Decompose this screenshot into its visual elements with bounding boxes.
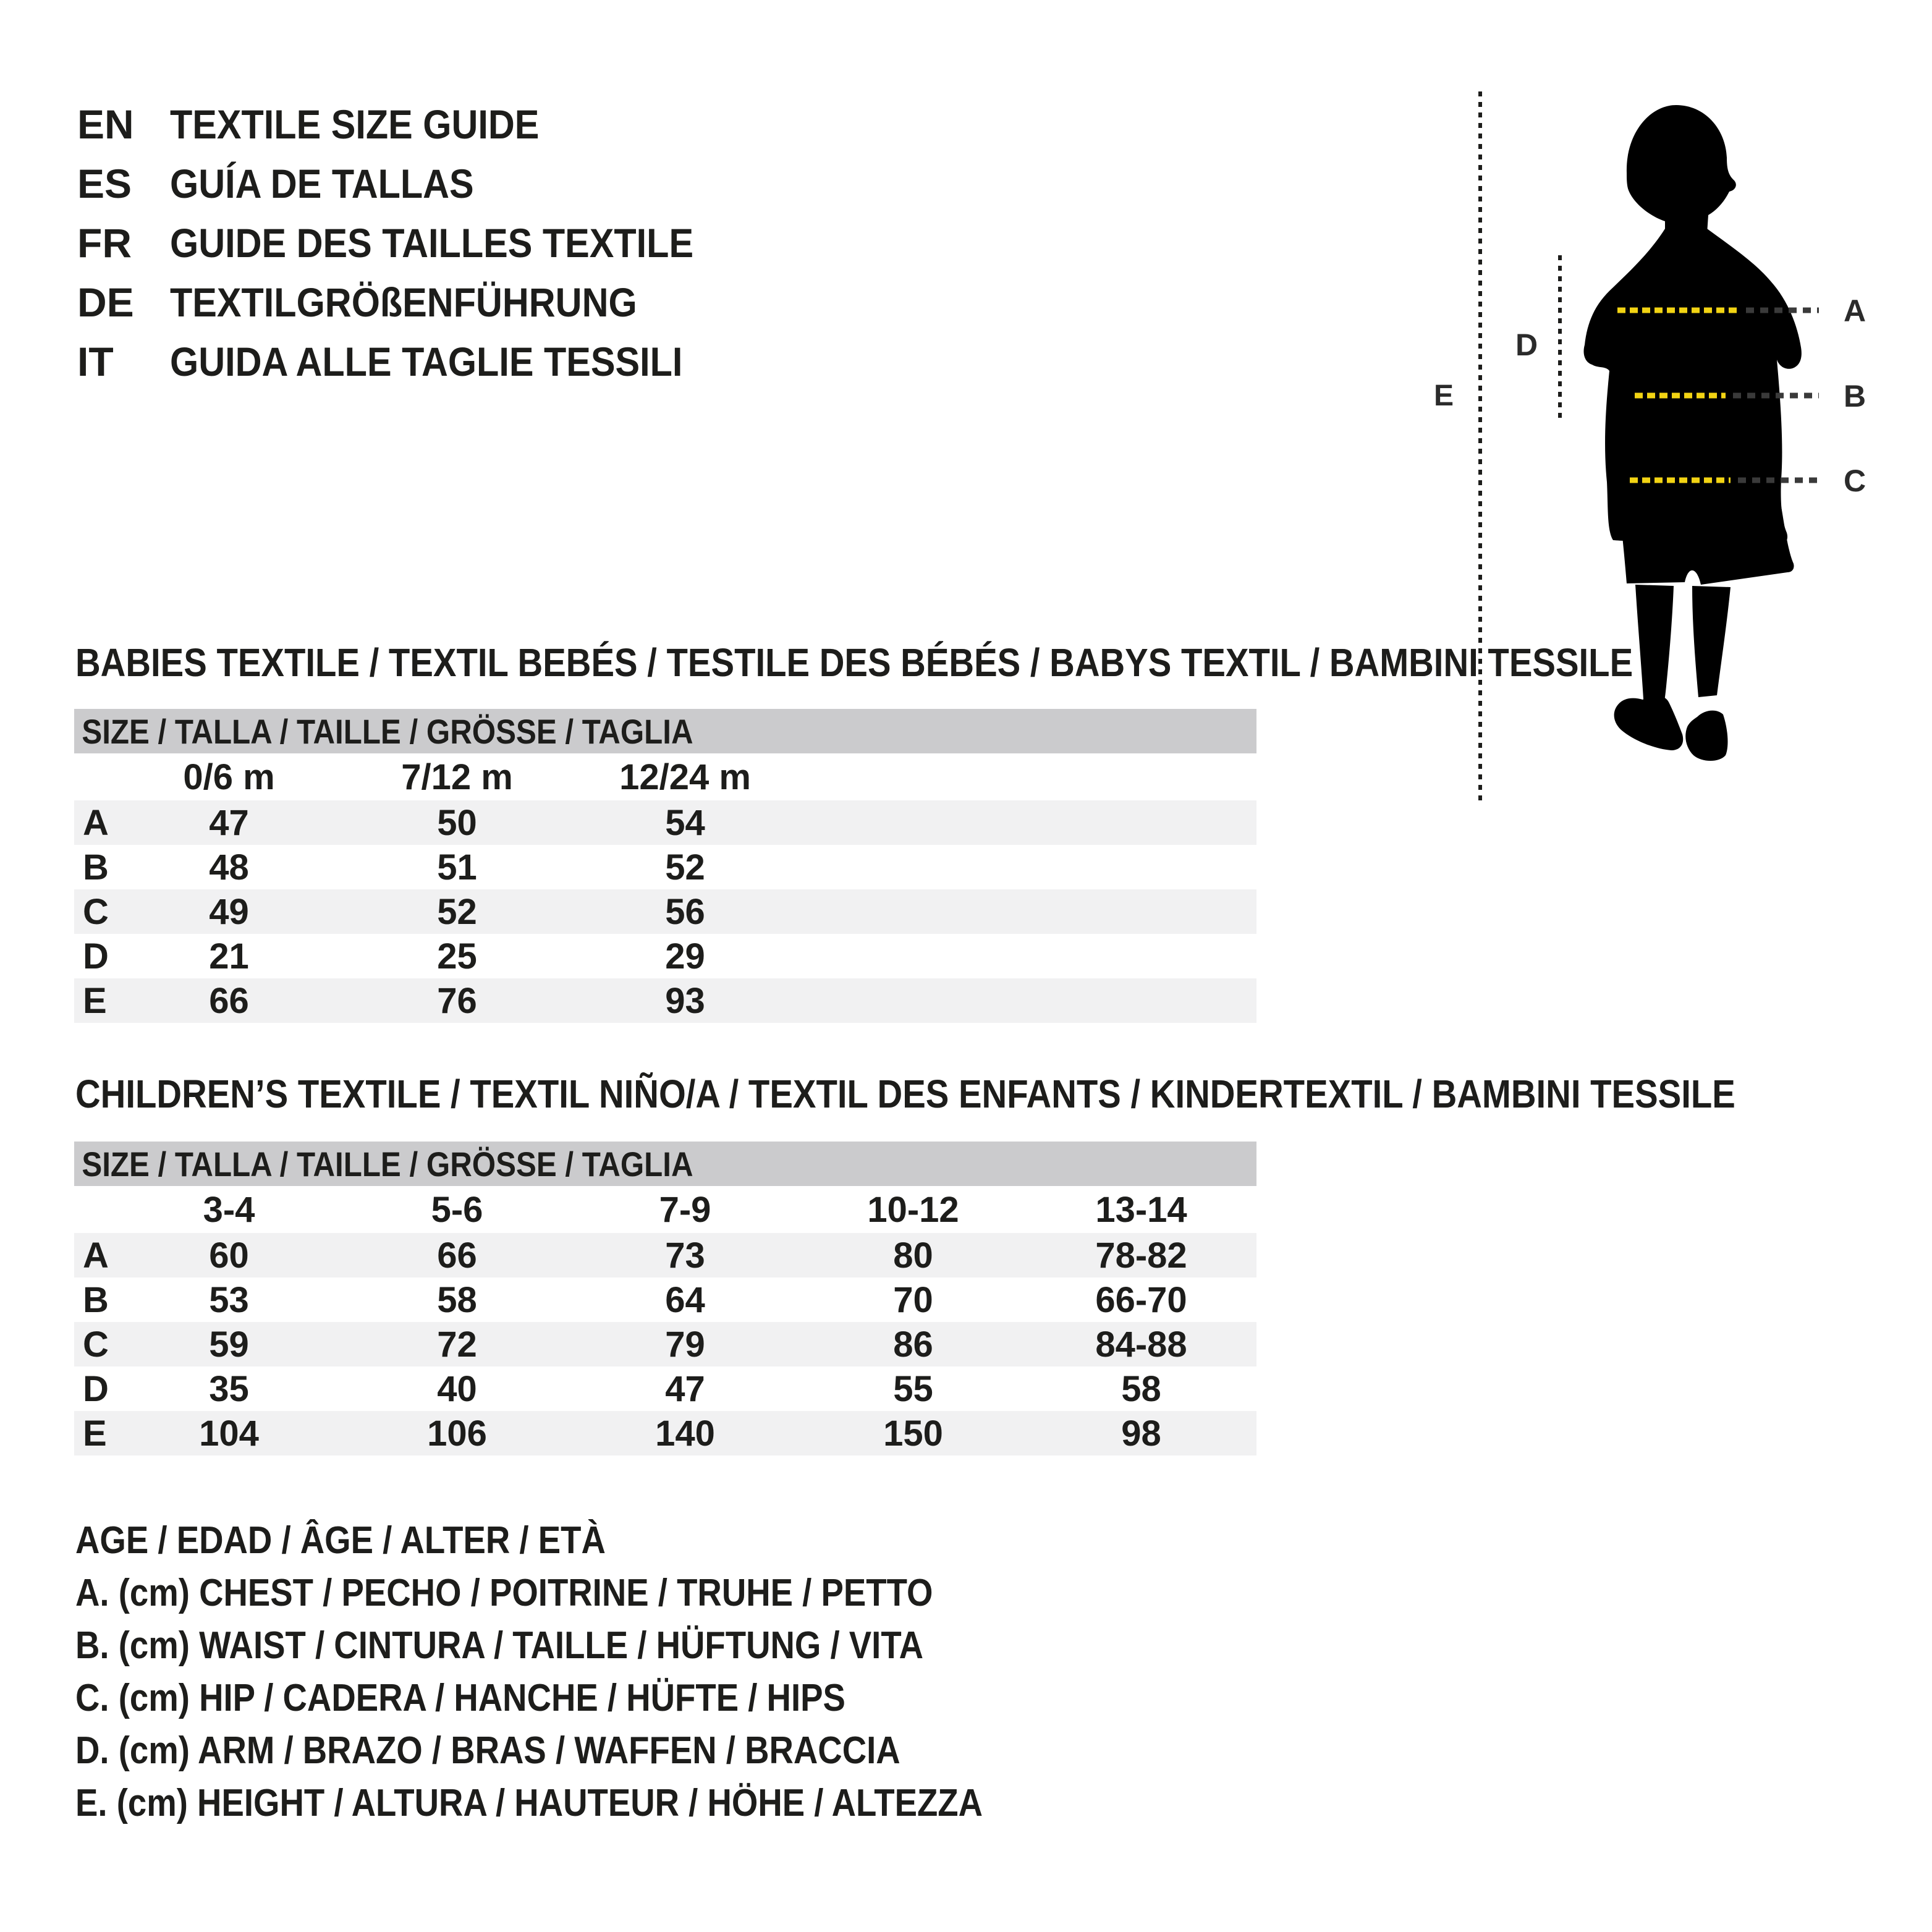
silhouette-left-leg (1635, 585, 1674, 711)
language-code: DE (77, 279, 134, 325)
children-column-headers (74, 1186, 1256, 1233)
label-d: D (1515, 328, 1538, 362)
table-cell: 47 (209, 802, 249, 843)
table-cell: 72 (437, 1324, 477, 1365)
row-label: A (83, 802, 109, 843)
legend-line: D. (cm) ARM / BRAZO / BRAS / WAFFEN / BRACCIA (75, 1729, 900, 1772)
babies-size-header-bar (74, 709, 1256, 753)
table-cell: 53 (209, 1279, 249, 1320)
language-list (77, 101, 752, 400)
row-label: C (83, 891, 109, 932)
babies-title: BABIES TEXTILE / TEXTIL BEBÉS / TESTILE DES BÉBÉS / BABYS TEXTIL / BAMBINI TESSILE (75, 640, 1633, 685)
table-cell: 64 (665, 1279, 705, 1320)
table-row (74, 889, 1256, 934)
language-row-es (77, 163, 752, 222)
language-row-en (77, 101, 752, 163)
column-header: 10-12 (867, 1189, 959, 1230)
table-cell: 47 (665, 1368, 705, 1409)
legend-line: C. (cm) HIP / CADERA / HANCHE / HÜFTE / HIPS (75, 1677, 845, 1719)
legend-line: E. (cm) HEIGHT / ALTURA / HAUTEUR / HÖHE / ALTEZZA (75, 1782, 983, 1824)
column-header: 7-9 (659, 1189, 711, 1230)
babies-table (74, 709, 1256, 1023)
label-b: B (1844, 379, 1866, 413)
language-code: EN (77, 101, 134, 147)
table-cell: 73 (665, 1235, 705, 1276)
legend-line: B. (cm) WAIST / CINTURA / TAILLE / HÜFTUNG / VITA (75, 1624, 924, 1667)
language-title: GUIDE DES TAILLES TEXTILE (170, 220, 694, 266)
table-cell: 86 (893, 1324, 933, 1365)
silhouette-head (1627, 105, 1736, 239)
table-cell: 59 (209, 1324, 249, 1365)
table-row (74, 800, 1256, 845)
table-cell: 50 (437, 802, 477, 843)
size-header-label: SIZE / TALLA / TAILLE / GRÖSSE / TAGLIA (82, 711, 693, 751)
table-cell: 49 (209, 891, 249, 932)
language-code: ES (77, 161, 132, 206)
column-header: 12/24 m (619, 756, 751, 797)
table-cell: 40 (437, 1368, 477, 1409)
children-title: CHILDREN’S TEXTILE / TEXTIL NIÑO/A / TEXTIL DES ENFANTS / KINDERTEXTIL / BAMBINI TESSILE (75, 1072, 1735, 1116)
table-cell: 78-82 (1095, 1235, 1187, 1276)
table-row (74, 1366, 1256, 1411)
table-cell: 52 (665, 847, 705, 888)
table-cell: 55 (893, 1368, 933, 1409)
silhouette-shorts (1618, 499, 1794, 585)
table-cell: 106 (427, 1413, 487, 1454)
children-table-body (74, 1233, 1256, 1455)
language-row-fr (77, 222, 752, 282)
legend-line: A. (cm) CHEST / PECHO / POITRINE / TRUHE / PETTO (75, 1572, 933, 1614)
children-table (74, 1142, 1256, 1455)
table-cell: 79 (665, 1324, 705, 1365)
size-header-label: SIZE / TALLA / TAILLE / GRÖSSE / TAGLIA (82, 1144, 693, 1184)
table-cell: 35 (209, 1368, 249, 1409)
table-cell: 66 (209, 980, 249, 1021)
column-header: 7/12 m (401, 756, 513, 797)
babies-table-body (74, 800, 1256, 1023)
table-cell: 52 (437, 891, 477, 932)
table-cell: 150 (883, 1413, 943, 1454)
table-cell: 25 (437, 936, 477, 977)
table-cell: 21 (209, 936, 249, 977)
table-row (74, 1411, 1256, 1455)
table-cell: 140 (655, 1413, 715, 1454)
column-header: 3-4 (203, 1189, 255, 1230)
label-a: A (1844, 294, 1866, 328)
table-cell: 80 (893, 1235, 933, 1276)
column-header: 0/6 m (183, 756, 275, 797)
table-cell: 98 (1121, 1413, 1161, 1454)
row-label: D (83, 1368, 109, 1409)
language-title: GUIDA ALLE TAGLIE TESSILI (170, 339, 683, 384)
table-cell: 58 (1121, 1368, 1161, 1409)
table-cell: 51 (437, 847, 477, 888)
row-label: E (83, 1413, 107, 1454)
table-row (74, 1277, 1256, 1322)
silhouette-left-shoe (1614, 696, 1684, 750)
language-title: TEXTILE SIZE GUIDE (170, 101, 540, 147)
children-size-header-bar (74, 1142, 1256, 1186)
row-label: C (83, 1324, 109, 1365)
language-row-de (77, 279, 752, 341)
label-e: E (1434, 379, 1454, 412)
table-row (74, 934, 1256, 978)
language-title: GUÍA DE TALLAS (170, 161, 474, 206)
row-label: E (83, 980, 107, 1021)
table-cell: 56 (665, 891, 705, 932)
table-row (74, 845, 1256, 889)
table-cell: 60 (209, 1235, 249, 1276)
table-cell: 48 (209, 847, 249, 888)
row-label: B (83, 847, 109, 888)
language-code: IT (77, 339, 114, 384)
row-label: B (83, 1279, 109, 1320)
language-title: TEXTILGRÖßENFÜHRUNG (170, 279, 637, 325)
table-cell: 66-70 (1095, 1279, 1187, 1320)
row-label: D (83, 936, 109, 977)
row-label: A (83, 1235, 109, 1276)
table-cell: 29 (665, 936, 705, 977)
language-row-it (77, 341, 752, 400)
table-row (74, 978, 1256, 1023)
legend-line: AGE / EDAD / ÂGE / ALTER / ETÀ (75, 1519, 606, 1562)
silhouette-right-shoe (1685, 711, 1727, 761)
babies-column-headers (74, 753, 1256, 800)
table-cell: 93 (665, 980, 705, 1021)
table-cell: 76 (437, 980, 477, 1021)
table-cell: 66 (437, 1235, 477, 1276)
silhouette-right-leg (1692, 586, 1731, 697)
table-cell: 104 (199, 1413, 259, 1454)
table-row (74, 1233, 1256, 1277)
column-header: 13-14 (1095, 1189, 1187, 1230)
silhouette-torso (1584, 229, 1802, 544)
size-diagram (1409, 74, 1932, 816)
table-cell: 70 (893, 1279, 933, 1320)
table-cell: 84-88 (1095, 1324, 1187, 1365)
table-cell: 54 (665, 802, 705, 843)
measurement-legend (75, 1519, 1106, 1837)
table-cell: 58 (437, 1279, 477, 1320)
label-c: C (1844, 464, 1866, 498)
table-row (74, 1322, 1256, 1366)
language-code: FR (77, 220, 132, 266)
column-header: 5-6 (431, 1189, 483, 1230)
